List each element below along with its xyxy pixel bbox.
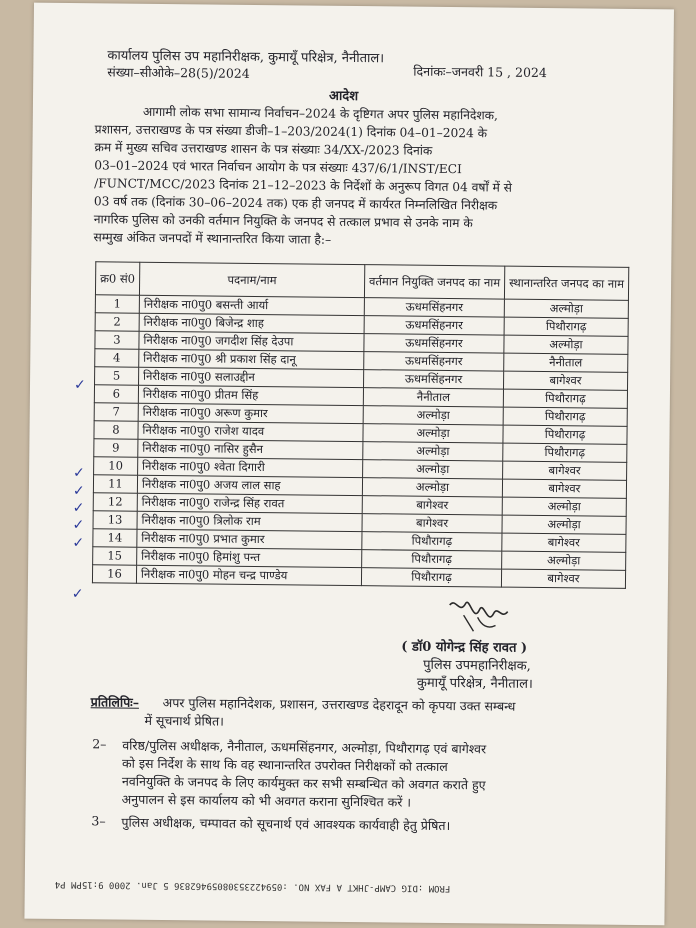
body-line: प्रशासन, उत्तराखण्ड के पत्र संख्या डीजी–1–203/2024(1) दिनांक 04–01–2024 के [94,122,488,141]
current-district-cell: नैनीताल [363,388,503,407]
current-district-cell: ऊधमसिंहनगर [364,352,504,371]
body-line: 03–01–2024 एवं भारत निर्वाचन आयोग के पत्र संख्याः 437/6/1/INST/ECI [94,158,462,177]
serial-cell: 14 [93,529,137,547]
tick-mark-icon: ✓ [72,500,85,517]
officer-name-cell: निरीक्षक ना0पु0 प्रभात कुमार [137,529,362,549]
office-header: कार्यालय पुलिस उप महानिरीक्षक, कुमायूँ परिक्षेत्र, नैनीताल। [107,48,385,67]
serial-cell: 16 [92,565,136,583]
transfer-district-cell: नैनीताल [504,353,628,372]
copy-item-2-line: वरिष्ठ/पुलिस अधीक्षक, नैनीताल, ऊधमसिंहनगर, अल्मोड़ा, पिथौरागढ़ एवं बागेश्वर [122,737,487,757]
current-district-cell: ऊधमसिंहनगर [364,298,504,317]
copy-item-2-line: नवनियुक्ति के जनपद के लिए कार्यमुक्त कर सभी सम्बन्धित को अवगत कराते हुए [121,773,486,793]
transfer-district-cell: बागेश्वर [503,461,627,480]
signature-scribble-icon [443,595,513,638]
officer-name-cell: निरीक्षक ना0पु0 अजय लाल साह [137,475,362,495]
current-district-cell: अल्मोड़ा [363,406,503,425]
transfer-district-cell: पिथौरागढ़ [503,425,627,444]
transfer-district-cell: पिथौरागढ़ [503,389,627,408]
body-line: क्रम में मुख्य सचिव उत्तराखण्ड शासन के पत्र संख्याः 34/XX-/2023 दिनांक [94,140,433,158]
serial-cell: 5 [95,367,139,385]
serial-cell: 6 [94,385,138,403]
copy-item-2-line: को इस निर्देश के साथ कि वह स्थानान्तरित उपरोक्त निरीक्षकों को तत्काल [121,755,448,775]
table-header-row [95,262,628,301]
officer-name-cell: निरीक्षक ना0पु0 बिजेन्द्र शाह [139,313,364,333]
current-district-cell: बागेश्वर [362,496,502,515]
transfer-district-cell: अल्मोड़ा [502,515,626,534]
transfer-district-cell: अल्मोड़ा [502,551,626,570]
body-line: आगामी लोक सभा सामान्य निर्वाचन–2024 के दृष्टिगत अपर पुलिस महानिदेशक, [142,104,498,123]
tick-mark-icon: ✓ [72,517,85,534]
serial-cell: 2 [95,313,139,331]
transfer-district-cell: अल्मोड़ा [504,335,628,354]
officer-name-cell: निरीक्षक ना0पु0 बसन्ती आर्या [139,295,364,315]
officer-name-cell: निरीक्षक ना0पु0 श्री प्रकाश सिंह दानू [139,349,364,369]
transfer-district-cell: पिथौरागढ़ [503,407,627,426]
officer-name-cell: निरीक्षक ना0पु0 राजेन्द्र सिंह रावत [137,493,362,513]
current-district-cell: अल्मोड़ा [362,460,502,479]
serial-cell: 7 [94,403,138,421]
order-title: आदेश [328,88,359,105]
copy-item-3-number: 3– [91,813,106,829]
body-line: /FUNCT/MCC/2023 दिनांक 21–12–2023 के निर्देशों के अनुरूप विगत 04 वर्षों में से [94,176,513,195]
current-district-cell: अल्मोड़ा [363,442,503,461]
officer-name-cell: निरीक्षक ना0पु0 त्रिलोक राम [137,511,362,531]
serial-cell: 11 [93,475,137,493]
officer-name-cell: निरीक्षक ना0पु0 जगदीश सिंह देउपा [139,331,364,351]
copy-item-2-number: 2– [92,736,107,752]
current-district-cell: पिथौरागढ़ [362,550,502,569]
header-current-district: वर्तमान नियुक्ति जनपद का नाम [364,265,504,299]
officer-name-cell: निरीक्षक ना0पु0 सलाउद्दीन [138,367,363,387]
current-district-cell: अल्मोड़ा [363,424,503,443]
current-district-cell: पिथौरागढ़ [361,568,501,587]
serial-cell: 1 [95,295,139,313]
copy-item-3-line: पुलिस अधीक्षक, चम्पावत को सूचनार्थ एवं आवश्यक कार्यवाही हेतु प्रेषित। [121,814,451,834]
transfer-district-cell: बागेश्वर [502,479,626,498]
copy-item-1-line: अपर पुलिस महानिदेशक, प्रशासन, उत्तराखण्ड देहरादून को कृपया उक्त सम्बन्ध [162,695,516,714]
reference-number: संख्या–सीओके–28(5)/2024 [107,64,250,81]
serial-cell: 13 [93,511,137,529]
serial-cell: 12 [93,493,137,511]
transfer-district-cell: बागेश्वर [504,371,628,390]
signatory-office: कुमायूँ परिक्षेत्र, नैनीताल। [416,675,533,692]
fax-footer: FROM :DIG CAMP-JHKT A FAX NO. :05942235308059462836 5 Jan. 2000 9:15PM P4 [54,878,451,894]
copy-item-2-line: अनुपालन से इस कार्यालय को भी अवगत कराना सुनिश्चित करें । [121,791,412,810]
transfer-table [92,261,629,589]
serial-cell: 15 [93,547,137,565]
officer-name-cell: निरीक्षक ना0पु0 नासिर हुसैन [138,439,363,459]
transfer-district-cell: पिथौरागढ़ [504,317,628,336]
document-page [24,3,674,926]
header-transfer-district: स्थानान्तरित जनपद का नाम [504,266,628,300]
tick-mark-icon: ✓ [73,377,86,394]
serial-cell: 10 [94,457,138,475]
header-name: पदनाम/नाम [139,262,364,297]
transfer-district-cell: अल्मोड़ा [504,299,628,318]
copy-item-1-line: में सूचनार्थ प्रेषित। [144,712,225,729]
serial-cell: 8 [94,421,138,439]
current-district-cell: बागेश्वर [362,514,502,533]
copy-label: प्रतिलिपिः– [90,694,140,710]
body-line: सम्मुख अंकित जनपदों में स्थानान्तरित किया जाता है:– [93,230,332,247]
header-serial: क्र0 सं0 [95,262,139,295]
tick-mark-icon: ✓ [73,465,85,482]
body-line: नागरिक पुलिस को उनकी वर्तमान नियुक्ति के जनपद से तत्काल प्रभाव से उनके नाम के [93,212,473,231]
current-district-cell: पिथौरागढ़ [362,532,502,551]
officer-name-cell: निरीक्षक ना0पु0 मोहन चन्द्र पाण्डेय [136,565,361,585]
signatory-designation: पुलिस उपमहानिरीक्षक, [423,657,531,674]
officer-name-cell: निरीक्षक ना0पु0 प्रीतम सिंह [138,385,363,405]
tick-mark-icon: ✓ [72,483,85,500]
transfer-district-cell: अल्मोड़ा [502,497,626,516]
officer-name-cell: निरीक्षक ना0पु0 श्वेता दिगारी [137,457,362,477]
current-district-cell: ऊधमसिंहनगर [363,370,503,389]
current-district-cell: ऊधमसिंहनगर [364,316,504,335]
officer-name-cell: निरीक्षक ना0पु0 राजेश यादव [138,421,363,441]
serial-cell: 9 [94,439,138,457]
officer-name-cell: निरीक्षक ना0पु0 अरूण कुमार [138,403,363,423]
current-district-cell: ऊधमसिंहनगर [364,334,504,353]
serial-cell: 4 [95,349,139,367]
signatory-name: ( डॉ0 योगेन्द्र सिंह रावत ) [401,639,528,656]
order-date: दिनांकः–जनवरी 15 , 2024 [413,63,547,81]
serial-cell: 3 [95,331,139,349]
body-line: 03 वर्ष तक (दिनांक 30–06–2024 तक) एक ही जनपद में कार्यरत निम्नलिखित निरीक्षक [93,194,498,213]
current-district-cell: अल्मोड़ा [362,478,502,497]
tick-mark-icon: ✓ [72,535,85,552]
transfer-district-cell: पिथौरागढ़ [503,443,627,462]
tick-mark-icon: ✓ [71,586,84,603]
transfer-district-cell: बागेश्वर [501,569,625,588]
officer-name-cell: निरीक्षक ना0पु0 हिमांशु पन्त [137,547,362,567]
transfer-district-cell: बागेश्वर [502,533,626,552]
